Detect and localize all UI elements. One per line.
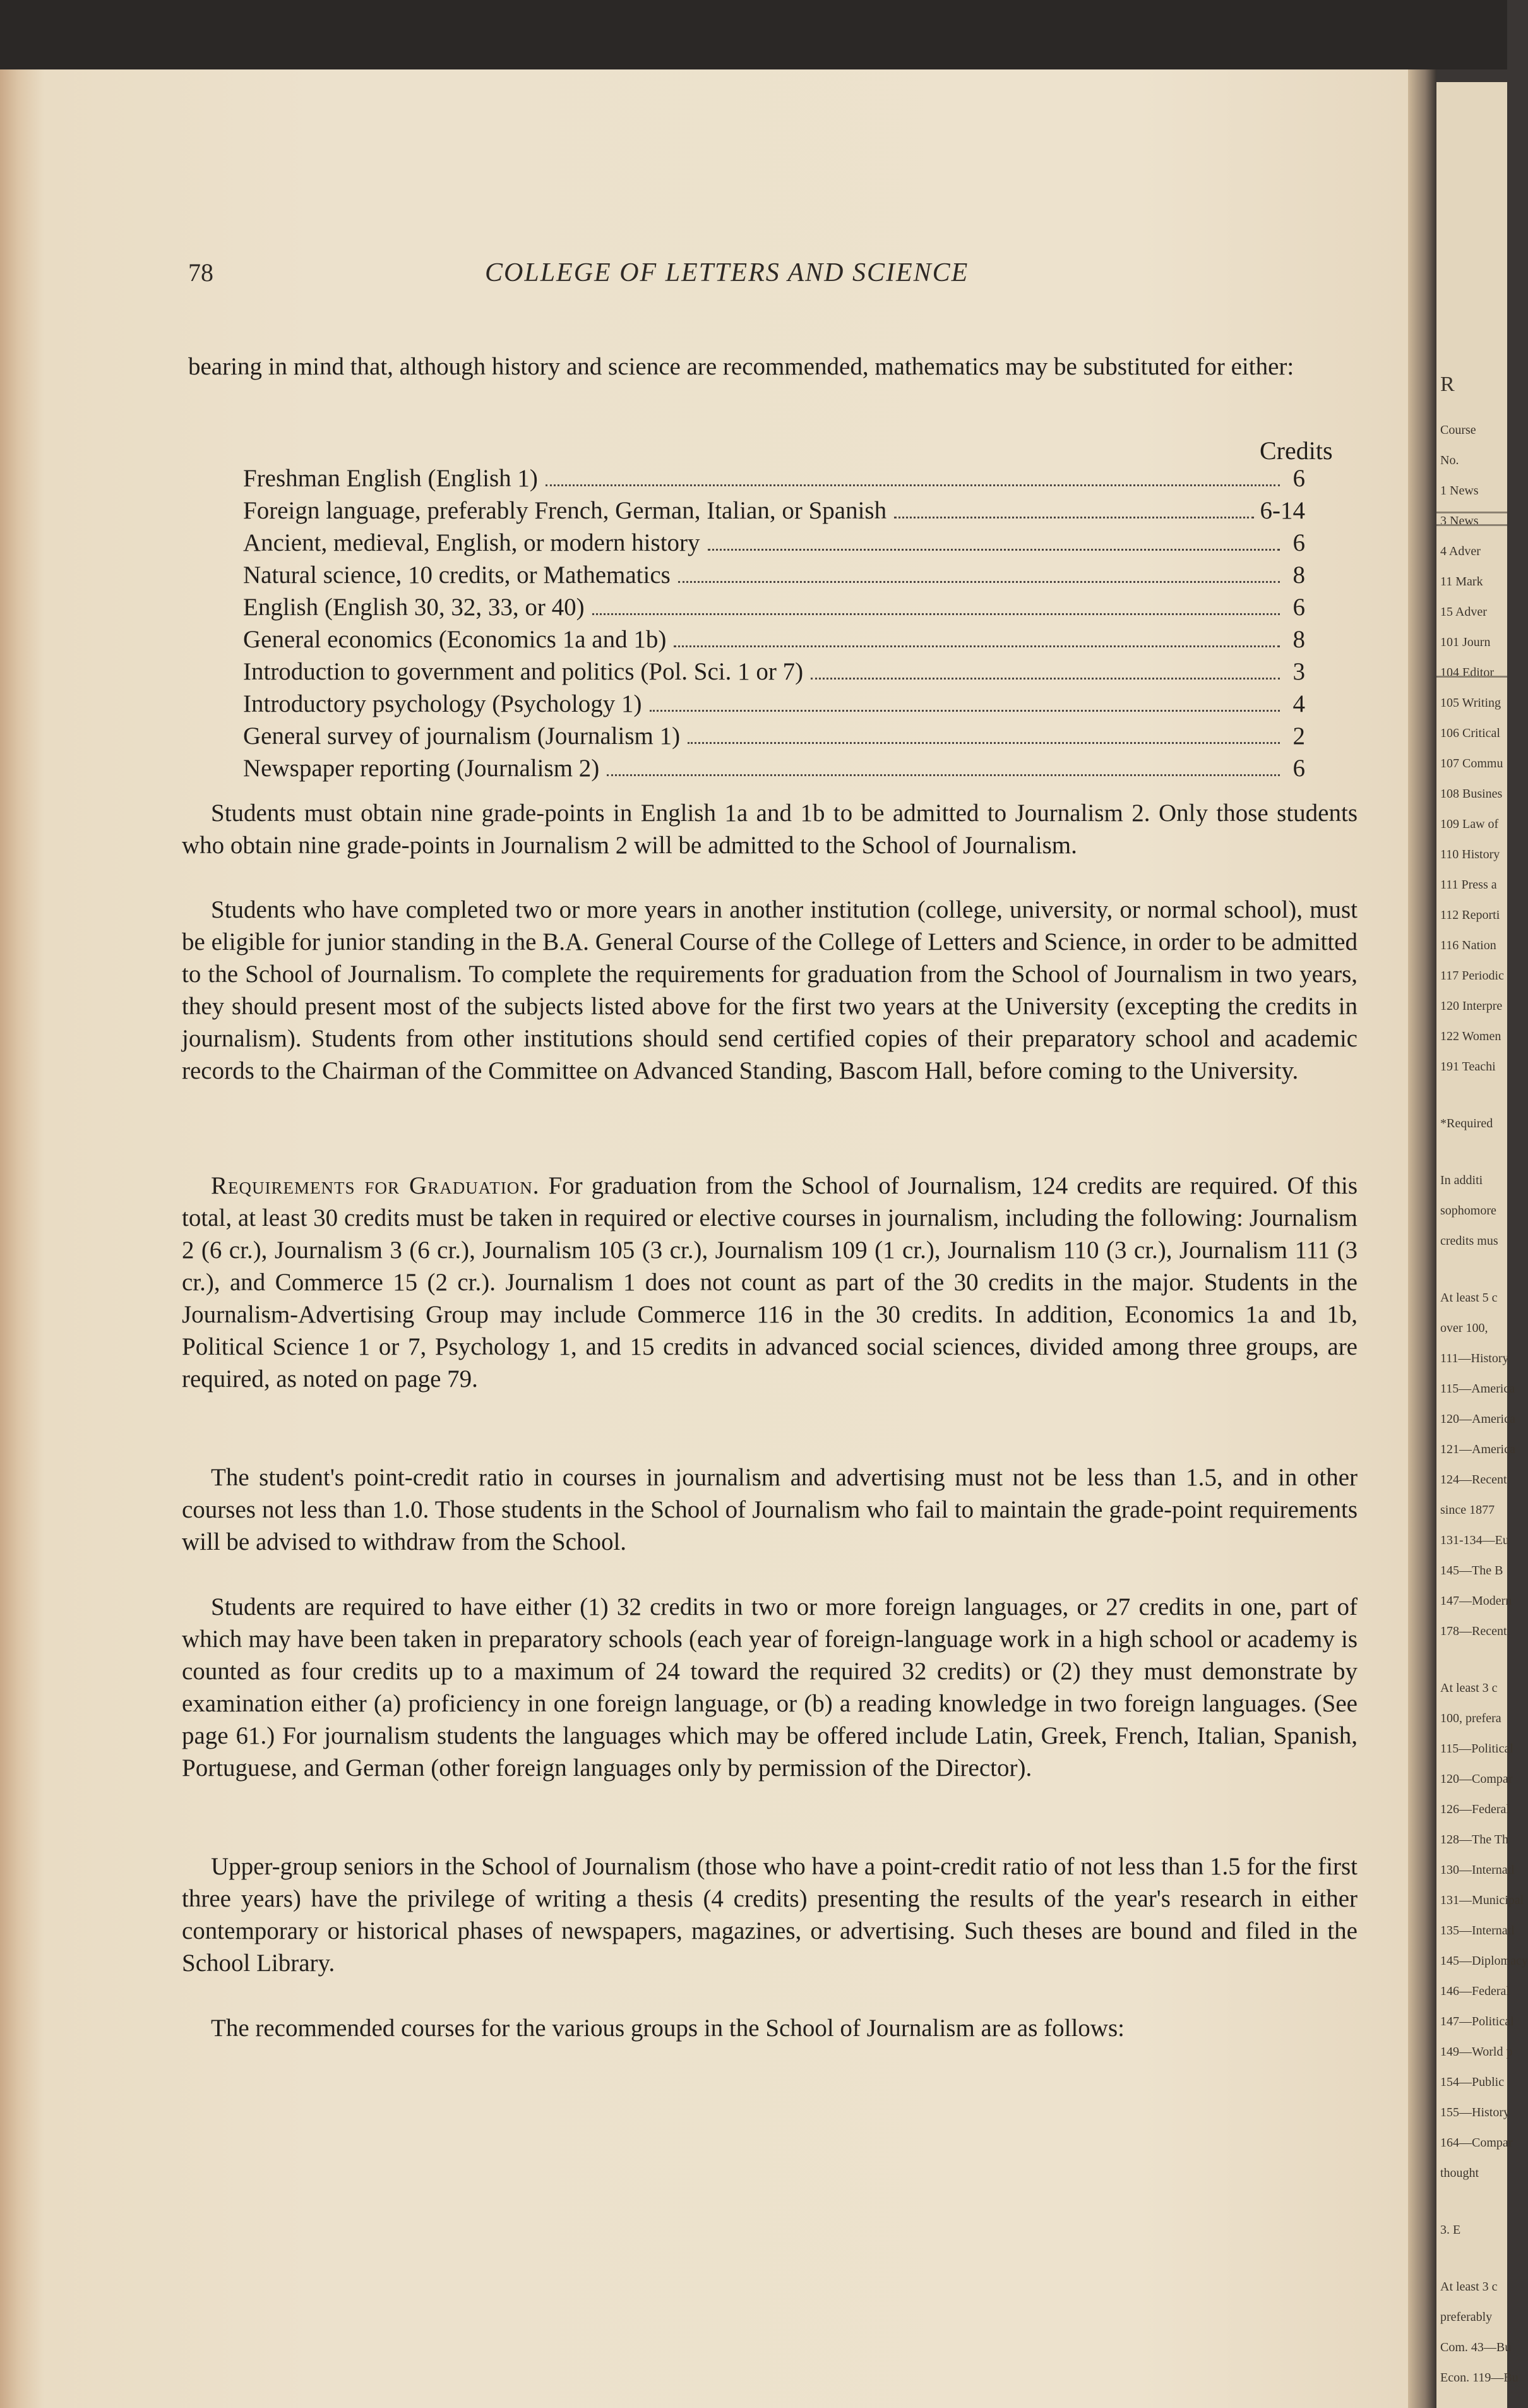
credits-column-header: Credits (1260, 436, 1333, 465)
dot-leader (678, 581, 1280, 583)
course-name: Introductory psychology (Psychology 1) (243, 690, 642, 717)
course-name: Freshman English (English 1) (243, 465, 538, 492)
facing-page-fragment: At least 3 c (1440, 2280, 1498, 2294)
facing-page-fragment: 145—The B (1440, 1564, 1503, 1578)
facing-page-fragment: 122 Women (1440, 1029, 1501, 1043)
facing-page-rule (1436, 524, 1507, 526)
facing-page-rule (1436, 512, 1507, 513)
facing-page-fragment: 100, prefera (1440, 1711, 1501, 1725)
facing-page-fragment: 116 Nation (1440, 938, 1496, 952)
course-row (243, 754, 1305, 786)
facing-page-fragment: 131-134—Eu (1440, 1533, 1509, 1547)
scan-background-top (0, 0, 1507, 69)
course-name: General survey of journalism (Journalism 1) (243, 722, 681, 750)
course-credits: 8 (1292, 626, 1305, 653)
paragraph-point-credit-ratio: The student's point-credit ratio in courses in journalism and advertising must not be less than 1.5, and in other courses not less than 1.0. Those students in the School of Journalism who fail to maintain the grade-point requirements will be advised to withdraw from the School. (182, 1464, 1358, 1555)
facing-page-fragment: At least 3 c (1440, 1681, 1498, 1695)
course-row (243, 625, 1305, 657)
facing-page-fragment: over 100, (1440, 1321, 1488, 1335)
facing-page-fragment: 128—The Th (1440, 1833, 1508, 1847)
running-title: COLLEGE OF LETTERS AND SCIENCE (485, 258, 969, 287)
dot-leader (592, 613, 1280, 615)
facing-page-fragment: 111 Press a (1440, 878, 1497, 892)
course-credits: 3 (1292, 658, 1305, 685)
facing-page-fragment: 120 Interpre (1440, 999, 1503, 1013)
facing-page-fragment: since 1877 (1440, 1503, 1495, 1517)
facing-page-fragment: 101 Journ (1440, 635, 1491, 649)
course-row (243, 529, 1305, 561)
course-name: Foreign language, preferably French, German, Italian, or Spanish (243, 497, 887, 524)
facing-page-fragment: 107 Commu (1440, 757, 1503, 770)
facing-page-fragment: 117 Periodic (1440, 969, 1504, 983)
course-credits: 6 (1292, 529, 1305, 556)
graduation-requirements-text: For graduation from the School of Journalism, 124 credits are required. Of this total, at least 30 credits must be taken in required or elective courses in journalism, including the following: Journalism 2 (6 cr.), Journalism 3 (6 cr.), Journalism 105 (3 cr.), Journalism 109 (1 cr.), Journalism 110 (3 cr.), Journalism 111 (3 cr.), and Commerce 15 (2 cr.). Journalism 1 does not count as part of the 30 credits in the major. Students in the Journalism-Advertising Group may include Commerce 116 in the 30 credits. In addition, Economics 1a and 1b, Political Science 1 or 7, Psychology 1, and 15 credits in advanced social sciences, divided among three groups, are required, as noted on page 79. (182, 1172, 1358, 1393)
facing-page-fragment: 115—America (1440, 1382, 1515, 1396)
facing-page-fragment: 145—Diplomacy (1440, 1954, 1528, 1968)
dot-leader (894, 517, 1253, 518)
facing-page-fragment: 110 History (1440, 848, 1500, 861)
page-header (188, 258, 1053, 296)
facing-page-fragment: In additi (1440, 1173, 1483, 1187)
facing-page-edge (1436, 82, 1528, 2408)
course-name: Introduction to government and politics (Pol. Sci. 1 or 7) (243, 658, 804, 685)
facing-page-fragment: 105 Writing (1440, 696, 1501, 710)
facing-page-fragment: 1 News (1440, 484, 1479, 498)
paragraph-recommended-courses: The recommended courses for the various groups in the School of Journalism are as follows: (211, 2015, 1125, 2042)
facing-page-fragment: sophomore (1440, 1204, 1496, 1218)
course-name: Natural science, 10 credits, or Mathematics (243, 561, 671, 589)
facing-page-fragment: 121—America (1440, 1442, 1515, 1456)
dot-leader (674, 645, 1280, 647)
course-credits: 6 (1292, 755, 1305, 782)
facing-page-fragment: 154—Public (1440, 2075, 1505, 2089)
paragraph-admission: Students must obtain nine grade-points in English 1a and 1b to be admitted to Journalism 2. Only those students who obtain nine grade-points in Journalism 2 will be admitted to the School of Journalism. (182, 800, 1358, 859)
facing-page-fragment: 149—World p (1440, 2045, 1513, 2059)
facing-page-fragment: 191 Teachi (1440, 1060, 1496, 1074)
facing-page-fragment: 164—Compar (1440, 2136, 1513, 2150)
course-row (243, 657, 1305, 690)
section-heading-graduation: Requirements for Graduation. (211, 1172, 540, 1199)
facing-page-fragment: 115—Political (1440, 1742, 1513, 1756)
facing-page-rule (1436, 676, 1507, 678)
facing-page-fragment: credits mus (1440, 1234, 1498, 1248)
facing-page-fragment: 106 Critical (1440, 726, 1500, 740)
facing-page-fragment: 120—America (1440, 1412, 1515, 1426)
facing-page-fragment: 178—Recent (1440, 1624, 1507, 1638)
facing-page-fragment: 124—Recent (1440, 1473, 1507, 1487)
facing-page-fragment: 3 News (1440, 514, 1479, 528)
facing-page-fragment: 11 Mark (1440, 575, 1483, 589)
course-name: English (English 30, 32, 33, or 40) (243, 594, 585, 621)
book-gutter (1408, 69, 1436, 2408)
facing-page-fragment: 112 Reporti (1440, 908, 1500, 922)
facing-page-fragment: 108 Busines (1440, 787, 1503, 801)
dot-leader (811, 678, 1280, 680)
facing-page-fragment: 147—Political (1440, 2015, 1514, 2028)
course-name: Newspaper reporting (Journalism 2) (243, 755, 600, 782)
facing-page-fragment: No. (1440, 453, 1459, 467)
course-row (243, 690, 1305, 722)
facing-page-fragment: *Required (1440, 1117, 1493, 1130)
facing-page-fragment: thought (1440, 2166, 1479, 2180)
facing-page-fragment: 15 Adver (1440, 605, 1487, 619)
course-row (243, 722, 1305, 754)
facing-page-fragment: At least 5 c (1440, 1291, 1498, 1305)
paragraph-graduation-requirements (182, 1170, 1358, 1395)
dot-leader (546, 484, 1280, 486)
course-credits: 6-14 (1260, 497, 1305, 524)
course-credits: 2 (1292, 722, 1305, 750)
facing-page-fragment: 126—Federal (1440, 1802, 1510, 1816)
facing-page-fragment: 111—History (1440, 1351, 1509, 1365)
course-credits: 6 (1292, 465, 1305, 492)
course-credits: 4 (1292, 690, 1305, 717)
course-name: General economics (Economics 1a and 1b) (243, 626, 667, 653)
course-row (243, 464, 1305, 496)
dot-leader (650, 710, 1280, 712)
course-row (243, 496, 1305, 529)
facing-page-fragment: 147—Modern (1440, 1594, 1512, 1608)
paragraph-foreign-languages: Students are required to have either (1) 32 credits in two or more foreign languages, or 27 credits in one, part of which may have been taken in preparatory schools (each year of foreign-language work in a high school or academy is counted as four credits up to a maximum of 24 toward the required 32 credits) or (2) they must demonstrate by examination either (a) proficiency in one foreign language, or (b) a reading knowledge in two foreign languages. (See page 61.) For journalism students the languages which may be offered include Latin, Greek, French, Italian, Spanish, Portuguese, and German (other foreign languages only by permission of the Director). (182, 1593, 1358, 1782)
dot-leader (708, 549, 1280, 551)
course-row (243, 593, 1305, 625)
facing-page-fragment: 146—Federal (1440, 1984, 1510, 1998)
facing-page-fragment: Com. 43—Bu (1440, 2340, 1512, 2354)
facing-page-fragment: 104 Editor (1440, 666, 1494, 680)
page-number: 78 (188, 258, 213, 287)
facing-page-fragment: R (1440, 373, 1455, 396)
course-credits: 6 (1292, 594, 1305, 621)
paragraph-transfer-students: Students who have completed two or more years in another institution (college, university, or normal school), must be eligible for junior standing in the B.A. General Course of the College of Letters and Science, in order to be admitted to the School of Journalism. To complete the requirements for graduation from the School of Journalism in two years, they should present most of the subjects listed above for the first two years at the University (excepting the credits in journalism). Students from other institutions should send certified copies of their preparatory school and academic records to the Chairman of the Committee on Advanced Standing, Bascom Hall, before coming to the University. (182, 896, 1358, 1084)
course-credits: 8 (1292, 561, 1305, 589)
paragraph-thesis: Upper-group seniors in the School of Journalism (those who have a point-credit ratio of not less than 1.5 for the first three years) have the privilege of writing a thesis (4 credits) presenting the results of the year's research in either contemporary or historical phases of newspapers, magazines, or advertising. Such theses are bound and filed in the School Library. (182, 1853, 1358, 1977)
facing-page-fragment: 3. E (1440, 2223, 1461, 2237)
facing-page-fragment: Econ. 119—Bu (1440, 2371, 1519, 2385)
course-name: Ancient, medieval, English, or modern history (243, 529, 700, 556)
facing-page-fragment: 135—Internatl (1440, 1924, 1515, 1938)
facing-page-fragment: 130—Internatl (1440, 1863, 1515, 1877)
dot-leader (607, 774, 1280, 776)
facing-page-fragment: 109 Law of (1440, 817, 1499, 831)
intro-paragraph: bearing in mind that, although history and science are recommended, mathematics may be substituted for either: (188, 353, 1294, 380)
facing-page-fragment: 4 Adver (1440, 544, 1481, 558)
facing-page-fragment: 120—Compar (1440, 1772, 1513, 1786)
facing-page-fragment: Course (1440, 423, 1476, 437)
dot-leader (688, 742, 1280, 744)
course-row (243, 561, 1305, 593)
facing-page-fragment: 131—Municipal (1440, 1893, 1524, 1907)
facing-page-fragment: 155—History (1440, 2106, 1510, 2119)
facing-page-fragment: preferably (1440, 2310, 1493, 2324)
